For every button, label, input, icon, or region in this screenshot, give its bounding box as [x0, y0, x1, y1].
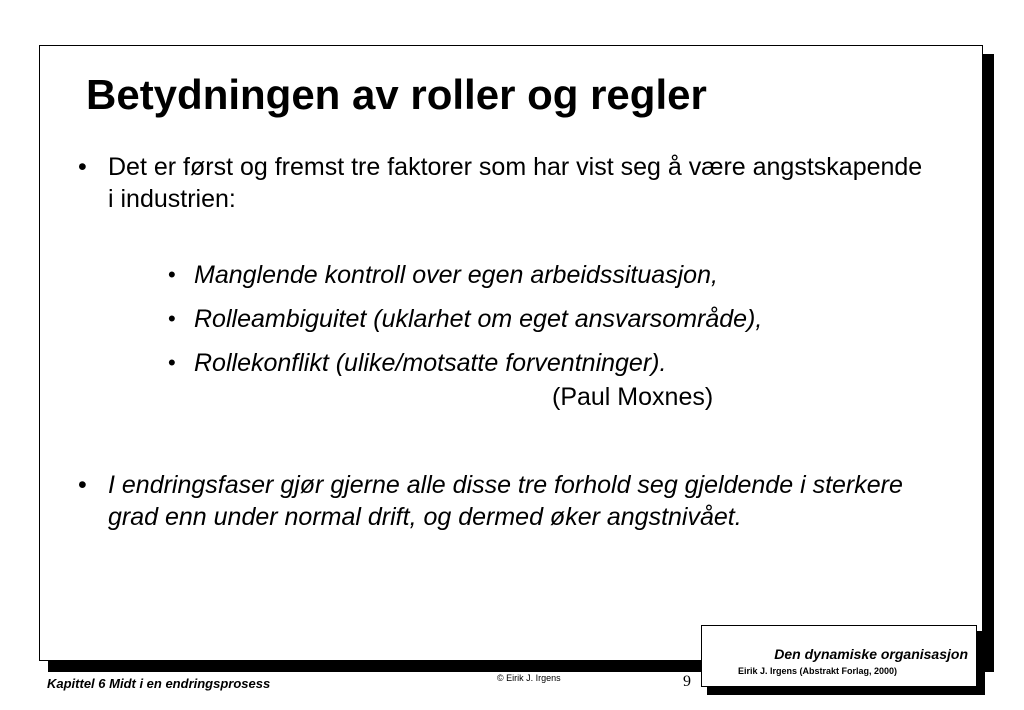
- sub-bullet-text: Rolleambiguitet (uklarhet om eget ansvarsområde),: [194, 305, 763, 333]
- bullet-dot: •: [78, 471, 87, 499]
- book-title: Den dynamiske organisasjon: [774, 646, 968, 662]
- sub-bullet-dot: •: [168, 350, 176, 375]
- bullet-text: Det er først og fremst tre faktorer som har vist seg å være angstskapende i industrien:: [108, 153, 923, 213]
- sub-bullet-dot: •: [168, 306, 176, 331]
- bullet-text: I endringsfaser gjør gjerne alle disse tre forhold seg gjeldende i sterkere grad enn under normal drift, og dermed øker angstnivået.: [108, 471, 903, 531]
- attribution: (Paul Moxnes): [552, 383, 714, 411]
- sub-bullet-text: Manglende kontroll over egen arbeidssituasjon,: [194, 261, 718, 289]
- bullet-dot: •: [78, 153, 87, 181]
- book-box: [701, 625, 977, 687]
- book-author: Eirik J. Irgens (Abstrakt Forlag, 2000): [738, 666, 898, 676]
- sub-bullet-dot: •: [168, 262, 176, 287]
- chapter-label: Kapittel 6 Midt i en endringsprosess: [47, 676, 271, 691]
- copyright-notice: © Eirik J. Irgens: [497, 673, 561, 683]
- sub-bullet-text: Rollekonflikt (ulike/motsatte forventninger).: [194, 349, 667, 377]
- slide-title: Betydningen av roller og regler: [86, 71, 707, 118]
- page-number: 9: [683, 673, 691, 690]
